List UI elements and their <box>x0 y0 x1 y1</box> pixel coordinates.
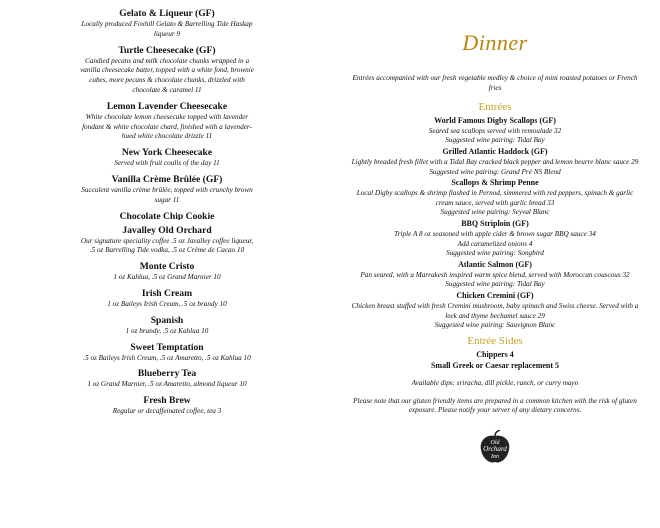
item-name: Atlantic Salmon (GF) <box>458 260 532 270</box>
logo-text-line3: Inn <box>491 453 499 460</box>
coffee-item <box>78 395 256 417</box>
item-description: 1 oz Kahlua, .5 oz Grand Marnier 10 <box>113 273 221 282</box>
menu-item <box>78 45 256 96</box>
item-name: Javalley Old Orchard <box>122 224 212 236</box>
item-addon: Add caramelized onions 4 <box>457 239 533 248</box>
old-orchard-inn-logo <box>473 430 517 466</box>
item-name: Fresh Brew <box>143 395 191 407</box>
item-description: Chicken breast stuffed with fresh Cremini mushroom, baby spinach and Swiss cheese. Served with a leek and thyme bechamel sauce 29 <box>351 301 639 320</box>
menu-item <box>78 147 256 169</box>
item-description: .5 oz Baileys Irish Cream, .5 oz Amaretto, .5 oz Kahlua 10 <box>83 353 251 362</box>
menu-item-cut-off <box>78 211 256 220</box>
item-description: Succulent vanilla crème brûlée, topped with crunchy brown sugar 11 <box>81 185 253 204</box>
menu-item <box>78 174 256 206</box>
item-name: Gelato & Liqueur (GF) <box>119 8 215 19</box>
item-name: World Famous Digby Scallops (GF) <box>434 116 556 126</box>
item-description: Served with fruit coulis of the day 11 <box>114 159 220 168</box>
item-description: 1 oz Grand Marnier, .5 oz Amaretto, almond liqueur 10 <box>87 380 247 389</box>
wine-pairing: Suggested wine pairing: Tidal Bay <box>445 280 545 289</box>
menu-intro: Entrées accompanied with our fresh vegetable medley & choice of mini roasted potatoes or French fries <box>352 74 638 92</box>
item-name: Lemon Lavender Cheesecake <box>106 100 228 112</box>
wine-pairing: Suggested wine pairing: Grand Pré NS Blend <box>429 167 561 176</box>
item-description: Locally produced Foxhill Gelato & Barrelling Tide Haskap liqueur 9 <box>81 20 253 38</box>
wine-pairing: Suggested wine pairing: Seyval Blanc <box>440 208 550 217</box>
item-description: Seared sea scallops served with remoulade 32 <box>428 126 562 135</box>
item-name: Blueberry Tea <box>137 368 197 380</box>
item-description: White chocolate lemon cheesecake topped with lavender fondant & white chocolate chard, finished with a lavender-hued white chocolate drizzle 11 <box>82 112 252 141</box>
coffee-item <box>78 315 256 337</box>
item-description: 1 oz Baileys Irish Cream, .5 oz brandy 10 <box>107 299 227 308</box>
logo-text-line2: Orchard <box>483 444 507 453</box>
coffee-item <box>78 288 256 310</box>
item-description: Lightly breaded fresh fillet with a Tidal Bay cracked black pepper and lemon beurre blanc sauce 29 <box>351 157 639 166</box>
menu-item <box>78 101 256 142</box>
section-heading-entrees: Entrées <box>478 101 512 114</box>
apple-stem <box>495 430 500 436</box>
item-description: Triple A 8 oz seasoned with apple cider & brown sugar BBQ sauce 34 <box>394 229 596 238</box>
item-name: New York Cheesecake <box>121 147 213 159</box>
item-description: 1 oz brandy, .5 oz Kahlua 10 <box>125 326 209 335</box>
item-description: Pan seared, with a Marrakesh inspired warm spice blend, served with Moroccan couscous 32 <box>360 270 630 279</box>
entree-item <box>350 147 640 177</box>
item-name: Sweet Temptation <box>130 341 204 353</box>
item-name: Vanilla Crème Brûlée (GF) <box>111 173 223 185</box>
item-name: Monte Cristo <box>139 261 195 273</box>
entree-item <box>350 219 640 259</box>
item-name: Irish Cream <box>141 287 193 299</box>
item-description: Candied pecans and milk chocolate chunks wrapped in a vanilla cheesecake batter, topped with a white fond, brownie cubes, more pecans & chocolate chunks, drizzled with chocolate & caramel 11 <box>80 56 254 94</box>
entree-item <box>350 178 640 218</box>
item-name: BBQ Striploin (GF) <box>461 219 529 229</box>
coffee-item <box>78 342 256 364</box>
item-name: Chocolate Chip Cookie <box>119 210 215 220</box>
entree-item <box>350 260 640 290</box>
side-item: Small Greek or Caesar replacement 5 <box>430 360 560 370</box>
entree-item <box>350 291 640 331</box>
logo-text-line1: Old <box>490 439 500 446</box>
item-description: Our signature speciality coffee .5 oz Javalley coffee liqueur, .5 oz Barrelling Tide vodka, .5 oz Crème de Cacao 10 <box>80 236 254 255</box>
coffee-item <box>78 225 256 257</box>
item-description: Regular or decaffeinated coffee, tea 3 <box>112 407 222 416</box>
wine-pairing: Suggested wine pairing: Tidal Bay <box>445 136 545 145</box>
coffee-item <box>78 368 256 390</box>
menu-title: Dinner <box>462 30 528 55</box>
dinner-menu-column <box>350 30 640 466</box>
item-name: Spanish <box>150 314 184 326</box>
menu-item <box>78 8 256 40</box>
item-description: Local Digby scallops & shrimp flashed in Pernod, simmered with red peppers, spinach & garlic cream sauce, served with garlic bread 33 <box>356 188 634 207</box>
wine-pairing: Suggested wine pairing: Songbird <box>446 249 544 258</box>
item-name: Turtle Cheesecake (GF) <box>118 44 216 56</box>
wine-pairing: Suggested wine pairing: Sauvignon Blanc <box>434 321 556 330</box>
section-heading-sides: Entrée Sides <box>467 335 523 348</box>
dips-note: Available dips: sriracha, dill pickle, ranch, or curry mayo <box>411 379 579 388</box>
apple-logo-icon <box>473 430 517 466</box>
side-item: Chippers 4 <box>476 350 514 360</box>
item-name: Grilled Atlantic Haddock (GF) <box>442 147 548 157</box>
coffee-item <box>78 261 256 283</box>
gluten-notice: Please note that our gluten friendly items are prepared in a common kitchen with the risk of gluten exposure. Please notify your server of any dietary concerns. <box>353 396 637 415</box>
dessert-menu-column <box>78 8 256 422</box>
entree-item <box>350 116 640 146</box>
item-name: Scallops & Shrimp Penne <box>451 178 539 188</box>
item-name: Chicken Cremini (GF) <box>456 291 534 301</box>
